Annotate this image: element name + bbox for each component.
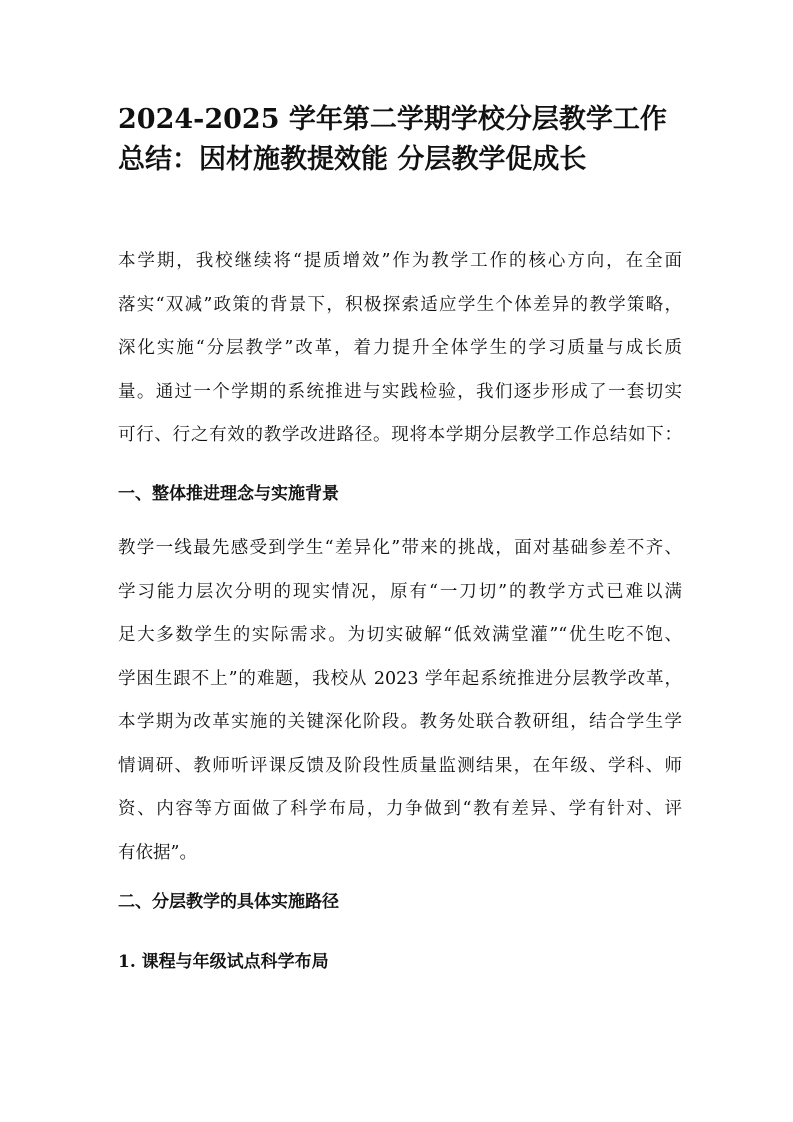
document-title: [118, 100, 682, 180]
text-line: 可行、行之有效的教学改进路径。现将本学期分层教学工作总结如下：: [118, 425, 682, 445]
text-line: 本学期为改革实施的关键深化阶段。教务处联合教研组，结合学生学: [118, 712, 682, 732]
title-line: 总结：因材施教提效能 分层教学促成长: [118, 144, 587, 175]
intro-paragraph: [118, 240, 682, 458]
text-line: 教学一线最先感受到学生“差异化”带来的挑战，面对基础参差不齐、: [118, 538, 682, 558]
text-line: 情调研、教师听评课反馈及阶段性质量监测结果，在年级、学科、师: [118, 755, 682, 776]
section1-paragraph: [118, 527, 682, 875]
section-heading: 一、整体推进理念与实施背景: [118, 484, 339, 504]
text-line: 量。通过一个学期的系统推进与实践检验，我们逐步形成了一套切实: [118, 381, 682, 402]
text-line: 落实“双减”政策的背景下，积极探索适应学生个体差异的教学策略，: [118, 294, 682, 315]
text-line: 学困生跟不上”的难题，我校从 2023 学年起系统推进分层教学改革，: [118, 668, 682, 689]
text-line: 本学期，我校继续将“提质增效”作为教学工作的核心方向，在全面: [118, 251, 682, 271]
subsection-heading: 1. 课程与年级试点科学布局: [118, 952, 329, 972]
text-line: 学习能力层次分明的现实情况，原有“一刀切”的教学方式已难以满: [118, 581, 682, 602]
text-line: 有依据”。: [118, 842, 197, 863]
section-heading: 二、分层教学的具体实施路径: [118, 892, 339, 912]
text-line: 资、内容等方面做了科学布局，力争做到“教有差异、学有针对、评: [118, 799, 682, 819]
text-line: 足大多数学生的实际需求。为切实破解“低效满堂灌”“优生吃不饱、: [118, 625, 682, 645]
text-line: 深化实施“分层教学”改革，着力提升全体学生的学习质量与成长质: [118, 338, 682, 358]
title-line: 2024-2025 学年第二学期学校分层教学工作: [118, 104, 667, 135]
